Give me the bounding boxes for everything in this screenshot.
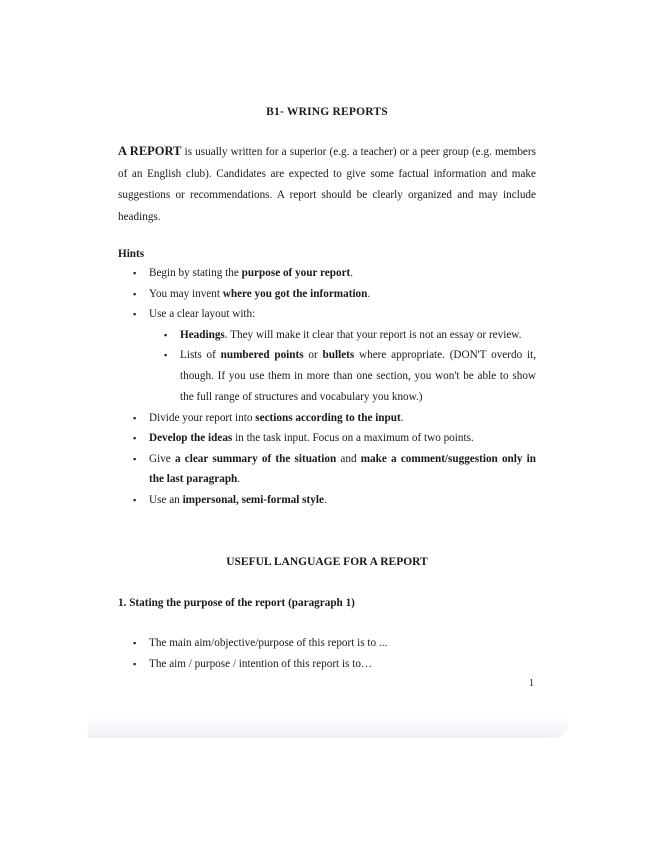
hint-text: Use an <box>149 493 183 506</box>
hint-text: . They will make it clear that your report is not an essay or review. <box>224 328 522 341</box>
hint-bold: bullets <box>322 349 355 362</box>
hint-text: . <box>237 473 241 486</box>
hint-text: Lists of <box>180 349 221 362</box>
hint-text: . <box>323 493 327 506</box>
hint-text: Use a clear layout with: <box>149 308 256 320</box>
hint-item <box>118 490 536 511</box>
hint-text: where appropriate. (DON'T overdo it, though. If you use them in more than one section, you won't be able to show the full range of structures and vocabulary you know.) <box>180 349 536 403</box>
phrase-item: ▪ The main aim/objective/purpose of this report is to ... <box>118 633 536 654</box>
layout-sublist <box>149 325 536 408</box>
hint-bold: where you got the information <box>222 287 368 300</box>
hint-text: Begin by stating the <box>149 267 242 279</box>
hint-item <box>118 408 536 429</box>
hints-list <box>118 263 536 510</box>
intro-paragraph <box>118 141 536 228</box>
hint-bold: make a comment/suggestion only in the last paragraph <box>149 452 537 486</box>
hint-item <box>118 304 536 408</box>
hint-bold: purpose of your report <box>241 267 351 279</box>
hints-heading: Hints <box>118 248 145 260</box>
document-title: B1- WRING REPORTS <box>266 106 388 118</box>
hint-text: Give <box>149 452 175 465</box>
hint-bold: Develop the ideas <box>149 432 233 445</box>
hint-bold: impersonal, semi-formal style <box>182 493 324 506</box>
hint-text: in the task input. Focus on a maximum of two points. <box>232 432 474 445</box>
hint-bold: numbered points <box>220 349 304 362</box>
hint-text: . <box>350 267 354 279</box>
hint-item <box>118 284 536 305</box>
hint-bold: Headings <box>180 328 225 341</box>
hint-text: . <box>367 287 371 300</box>
sub-item <box>149 325 536 346</box>
hint-item <box>118 428 536 449</box>
phrase-item: ▪ The aim / purpose / intention of this report is to… <box>118 654 536 675</box>
page-number: 1 <box>529 678 534 689</box>
hint-bold: sections according to the input <box>255 411 401 424</box>
hint-item <box>118 263 536 284</box>
hint-text: and <box>336 452 361 465</box>
hint-text: Divide your report into <box>149 411 256 424</box>
section-1-heading: 1. Stating the purpose of the report (paragraph 1) <box>118 597 355 609</box>
sub-item <box>149 345 536 407</box>
useful-language-heading: USEFUL LANGUAGE FOR A REPORT <box>226 556 428 568</box>
hint-bold: a clear summary of the situation <box>174 452 337 465</box>
hint-text: You may invent <box>149 287 223 300</box>
page-shadow <box>88 716 568 738</box>
hint-text: or <box>303 349 323 362</box>
useful-language-list <box>118 633 536 675</box>
intro-text: is usually written for a superior (e.g. a teacher) or a peer group (e.g. members of an English club). Candidates are expected to give some factual information and make suggestions or recommendations. A report should be clearly organized and may include headings. <box>118 146 536 223</box>
intro-lead: A REPORT <box>118 144 182 158</box>
hint-text: . <box>400 411 404 424</box>
hint-item <box>118 449 536 490</box>
